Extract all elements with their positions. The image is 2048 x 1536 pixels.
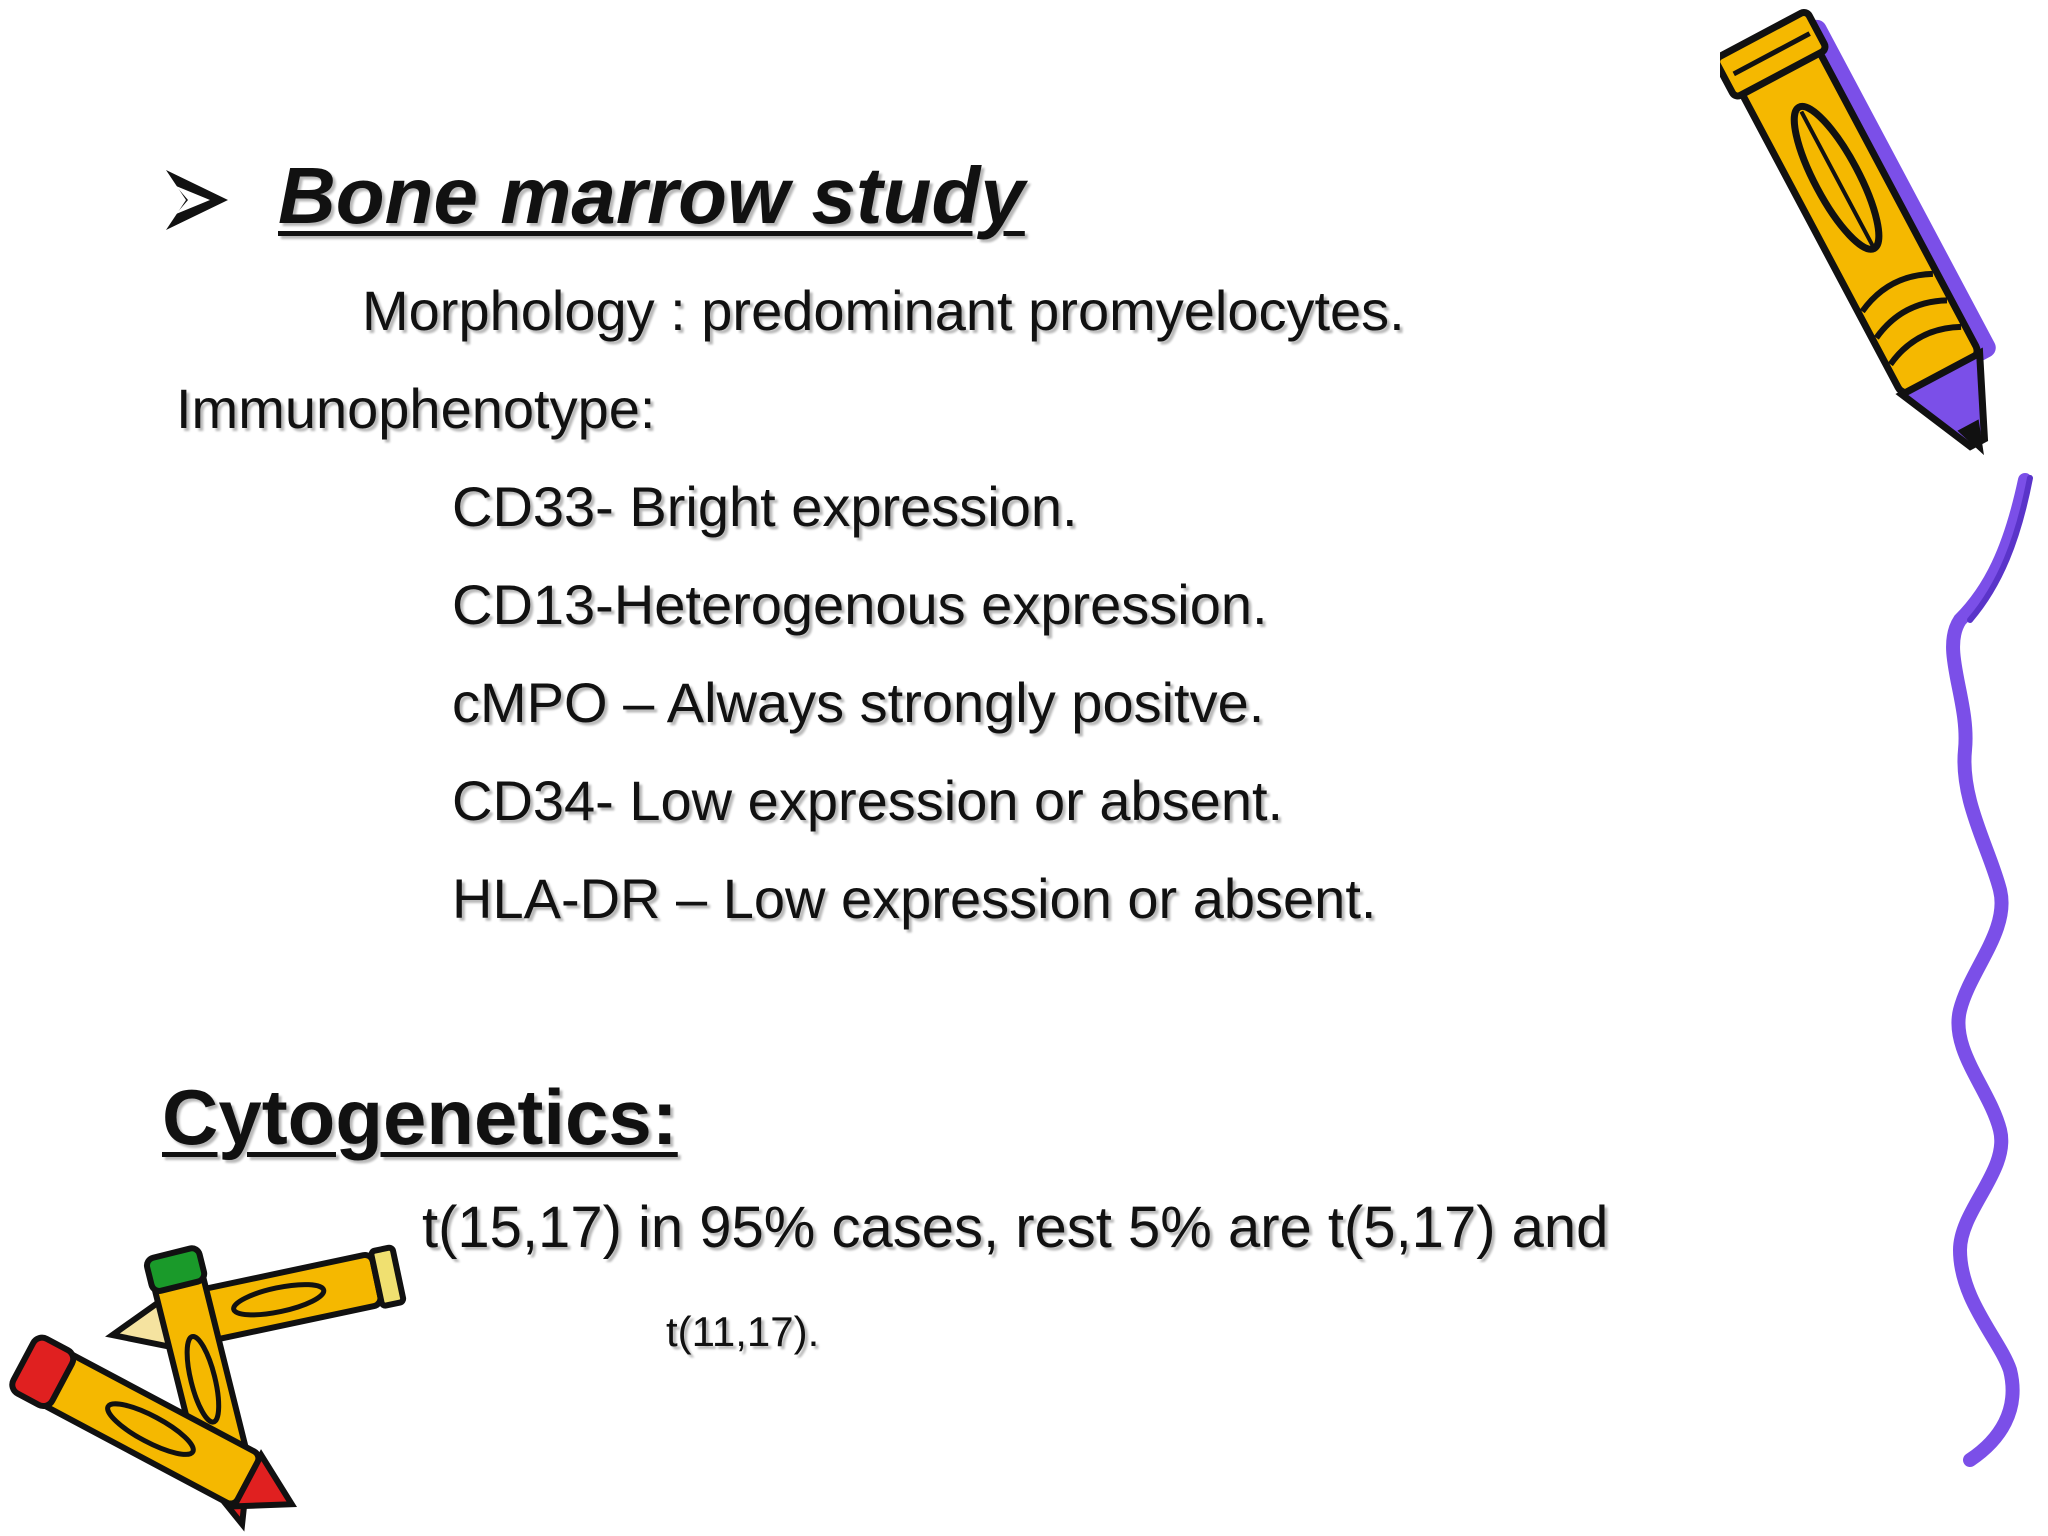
morphology-line: Morphology : predominant promyelocytes. — [362, 279, 1405, 342]
crayons-icon — [0, 1230, 420, 1536]
marker-cd13: CD13-Heterogenous expression. — [452, 573, 1268, 636]
squiggle-line-icon — [1930, 470, 2048, 1470]
bone-marrow-title: Bone marrow study — [278, 151, 1025, 240]
cytogenetics-line-1: t(15,17) in 95% cases, rest 5% are t(5,17) and — [422, 1195, 1609, 1260]
arrowhead-bullet-icon — [162, 164, 232, 234]
cytogenetics-line-2: t(11,17). — [666, 1308, 820, 1355]
marker-hla-dr: HLA-DR – Low expression or absent. — [452, 867, 1377, 930]
cytogenetics-title: Cytogenetics: — [162, 1073, 678, 1161]
immunophenotype-label: Immunophenotype: — [176, 377, 656, 440]
pencil-icon — [1720, 0, 2020, 490]
marker-cd34: CD34- Low expression or absent. — [452, 769, 1284, 832]
marker-cmpo: cMPO – Always strongly positve. — [452, 671, 1265, 734]
marker-cd33: CD33- Bright expression. — [452, 475, 1078, 538]
